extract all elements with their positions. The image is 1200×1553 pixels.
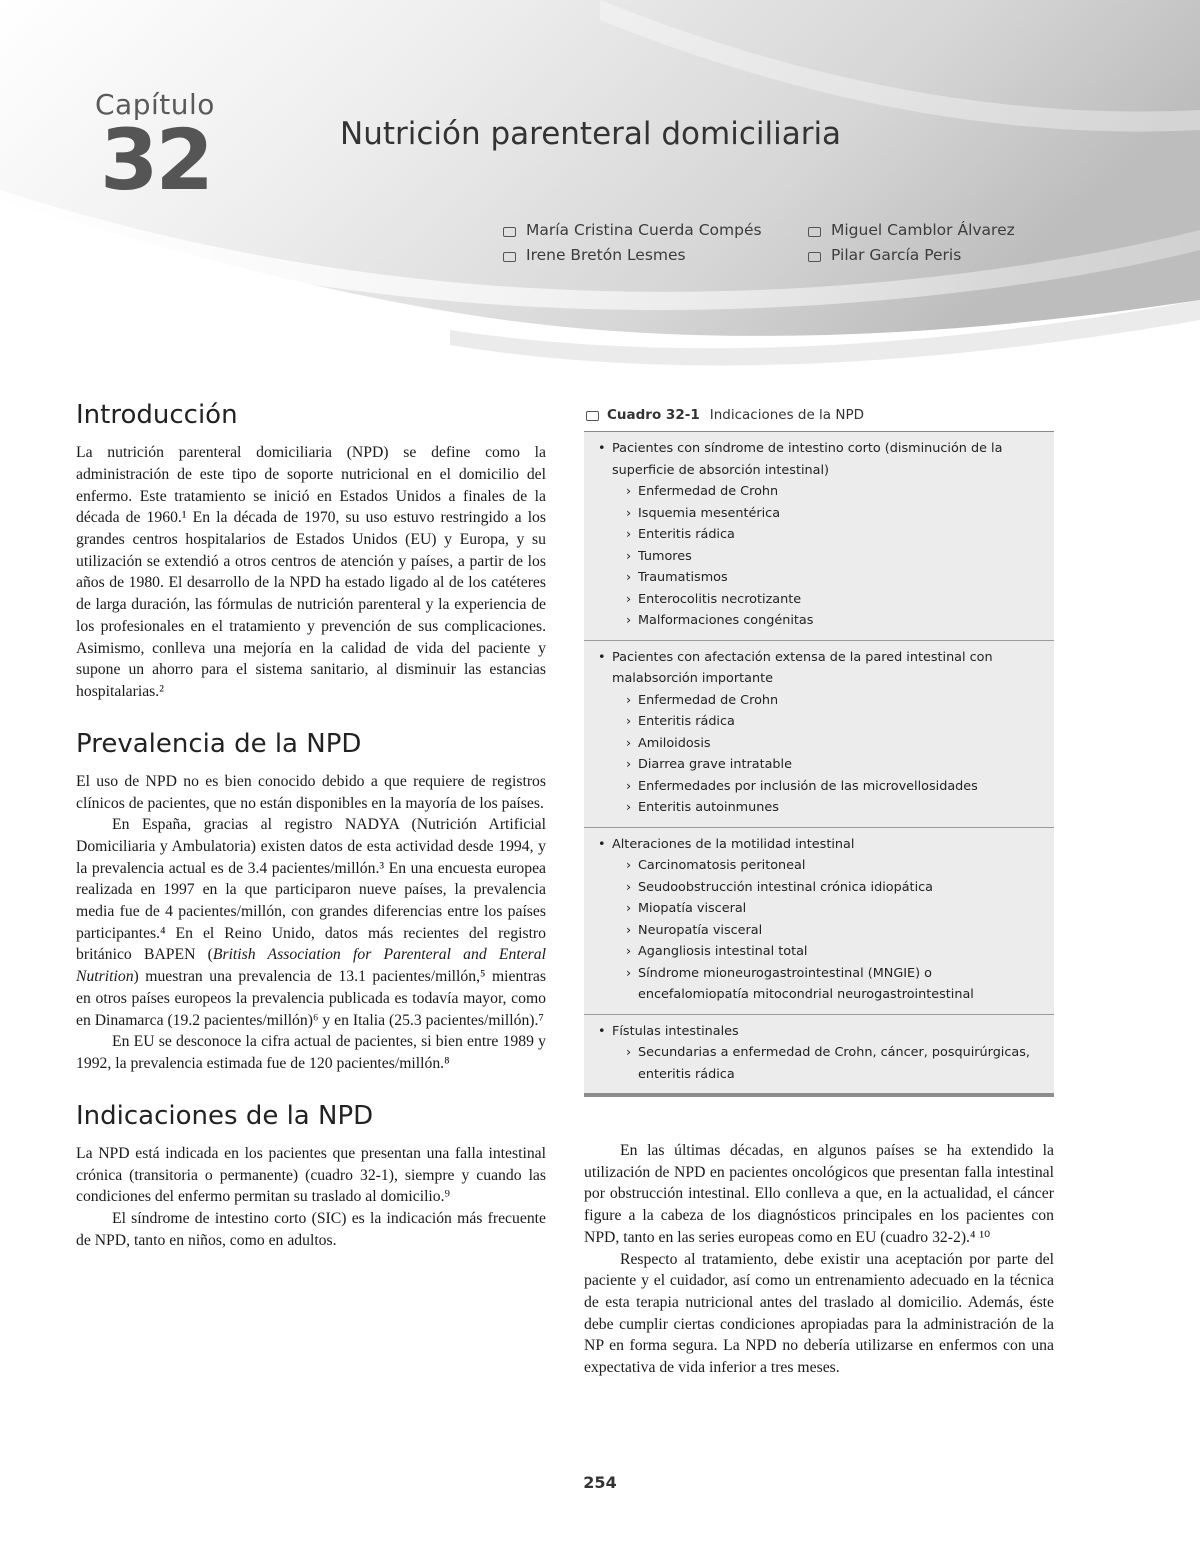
right-paragraph-2: Respecto al tratamiento, debe existir una aceptación por parte del paciente y el cuidador, así como un entrenamiento adecuado en la técnica de esta terapia nutricional antes del traslado al domicilio. Además, éste debe cumplir ciertas condiciones apropiadas para la administración de la NP en forma segura. La NPD no debería utilizarse en enfermos con una expectativa de vida inferior a tres meses. xyxy=(584,1250,1054,1377)
author-bullet-icon xyxy=(808,252,821,262)
cuadro-group-heading: • Pacientes con síndrome de intestino corto (disminución de la superficie de absorción intestinal) xyxy=(598,438,1040,481)
cuadro-list-item: › Secundarias a enfermedad de Crohn, cáncer, posquirúrgicas, enteritis rádica xyxy=(598,1042,1040,1085)
cuadro-list-item: › Miopatía visceral xyxy=(598,898,1040,920)
author-bullet-icon xyxy=(503,252,516,262)
cuadro-group-heading: • Alteraciones de la motilidad intestinal xyxy=(598,834,1040,856)
cuadro-caption: Indicaciones de la NPD xyxy=(709,407,865,423)
author-item: María Cristina Cuerda Compés xyxy=(503,219,808,242)
prevalencia-paragraph-3: En EU se desconoce la cifra actual de pacientes, si bien entre 1989 y 1992, la prevalencia estimada fue de 120 pacientes/millón.⁸ xyxy=(76,1033,546,1072)
cuadro-list-item: › Amiloidosis xyxy=(598,733,1040,755)
cuadro-list-item: › Agangliosis intestinal total xyxy=(598,941,1040,963)
cuadro-32-1 xyxy=(584,407,1054,1097)
cuadro-list-item: › Diarrea grave intratable xyxy=(598,754,1040,776)
chapter-title: Nutrición parenteral domiciliaria xyxy=(340,116,842,152)
cuadro-list-item: › Tumores xyxy=(598,546,1040,568)
page-number: 254 xyxy=(583,1473,617,1492)
cuadro-list-item: › Malformaciones congénitas xyxy=(598,610,1040,632)
cuadro-list-item: › Enfermedades por inclusión de las microvellosidades xyxy=(598,776,1040,798)
section-heading-indicaciones: Indicaciones de la NPD xyxy=(76,1100,374,1131)
cuadro-list-item: › Enfermedad de Crohn xyxy=(598,481,1040,503)
cuadro-list-item: › Enteritis rádica xyxy=(598,524,1040,546)
cuadro-list-item: › Seudoobstrucción intestinal crónica idiopática xyxy=(598,877,1040,899)
author-bullet-icon xyxy=(503,227,516,237)
author-item: Irene Bretón Lesmes xyxy=(503,244,808,267)
cuadro-group xyxy=(584,828,1054,1015)
cuadro-group xyxy=(584,1015,1054,1094)
section-heading-introduccion: Introducción xyxy=(76,400,238,430)
indicaciones-paragraph-1: La NPD está indicada en los pacientes que presentan una falla intestinal crónica (transitoria o permanente) (cuadro 32-1), siempre y cuando las condiciones del enfermo permitan su traslado al domicilio.⁹ xyxy=(76,1144,546,1206)
cuadro-title xyxy=(584,407,1054,423)
chapter-label: Capítulo xyxy=(95,88,215,121)
cuadro-list-item: › Enfermedad de Crohn xyxy=(598,690,1040,712)
right-paragraph-1: En las últimas décadas, en algunos países se ha extendido la utilización de NPD en pacientes oncológicos que presentan falla intestinal por obstrucción intestinal. Ello conlleva a que, en la actualidad, el cáncer figure a la cabeza de los diagnósticos principales en los pacientes con NPD, tanto en las series europeas como en EU (cuadro 32-2).⁴ ¹⁰ xyxy=(584,1142,1054,1246)
section-heading-prevalencia: Prevalencia de la NPD xyxy=(76,728,362,759)
cuadro-list-item: › Enteritis autoinmunes xyxy=(598,797,1040,819)
cuadro-group xyxy=(584,641,1054,828)
cuadro-bullet-icon xyxy=(586,411,599,421)
cuadro-label: Cuadro 32-1 xyxy=(607,407,700,423)
intro-paragraph: La nutrición parenteral domiciliaria (NPD) se define como la administración de este tipo de soporte nutricional en el domicilio del enfermo. Este tratamiento se inició en Estados Unidos a finales de la década de 1960.¹ En la década de 1970, su uso estuvo restringido a los grandes centros hospitalarios de Estados Unidos (EU) y Europa, y su utilización se extendió a otros centros de atención y países, a partir de los años de 1980. El desarrollo de la NPD ha estado ligado al de los catéteres de larga duración, las fórmulas de nutrición parenteral y la experiencia de los profesionales en el tratamiento y prevención de sus complicaciones. Asimismo, conlleva una mejoría en la calidad de vida del paciente y supone un ahorro para el sistema sanitario, al disminuir las estancias hospitalarias.² xyxy=(76,444,546,700)
prevalencia-paragraph-2: En España, gracias al registro NADYA (Nutrición Artificial Domiciliaria y Ambulatoria) existen datos de esta actividad desde 1994, y la prevalencia actual es de 3.4 pacientes/millón.³ En una encuesta europea realizada en 1997 en la que participaron nueve países, la prevalencia media fue de 4 pacientes/millón, con grandes diferencias entre los países participantes.⁴ En el Reino Unido, datos más recientes del registro británico BAPEN (British Association for Parenteral and Enteral Nutrition) muestran una prevalencia de 13.1 pacientes/millón,⁵ mientras en otros países europeos la prevalencia publicada es todavía mayor, como en Dinamarca (19.2 pacientes/millón)⁶ y en Italia (25.3 pacientes/millón).⁷ xyxy=(76,816,546,1029)
cuadro-list-item: › Carcinomatosis peritoneal xyxy=(598,855,1040,877)
prevalencia-paragraph-1: El uso de NPD no es bien conocido debido a que requiere de registros clínicos de pacientes, que no están disponibles en la mayoría de los países. xyxy=(76,772,546,812)
cuadro-group-heading: • Pacientes con afectación extensa de la pared intestinal con malabsorción importante xyxy=(598,647,1040,690)
cuadro-list-item: › Neuropatía visceral xyxy=(598,920,1040,942)
cuadro-list-item: › Isquemia mesentérica xyxy=(598,503,1040,525)
cuadro-list-item: › Enteritis rádica xyxy=(598,711,1040,733)
author-item: Miguel Camblor Álvarez xyxy=(808,219,1023,242)
cuadro-group-heading: • Fístulas intestinales xyxy=(598,1021,1040,1043)
cuadro-list-item: › Síndrome mioneurogastrointestinal (MNGIE) o encefalomiopatía mitocondrial neurogastrointestinal xyxy=(598,963,1040,1006)
left-column xyxy=(76,400,546,1251)
chapter-number: 32 xyxy=(100,111,211,209)
author-item: Pilar García Peris xyxy=(808,244,1023,267)
cuadro-list-item: › Traumatismos xyxy=(598,567,1040,589)
cuadro-group xyxy=(584,432,1054,641)
right-column xyxy=(584,1140,1054,1379)
indicaciones-paragraph-2: El síndrome de intestino corto (SIC) es la indicación más frecuente de NPD, tanto en niños, como en adultos. xyxy=(76,1209,546,1249)
cuadro-list-item: › Enterocolitis necrotizante xyxy=(598,589,1040,611)
author-bullet-icon xyxy=(808,227,821,237)
author-list xyxy=(503,219,1023,267)
bapen-italic: British Association for Parenteral and Enteral Nutrition xyxy=(76,946,546,986)
cuadro-body xyxy=(584,431,1054,1097)
